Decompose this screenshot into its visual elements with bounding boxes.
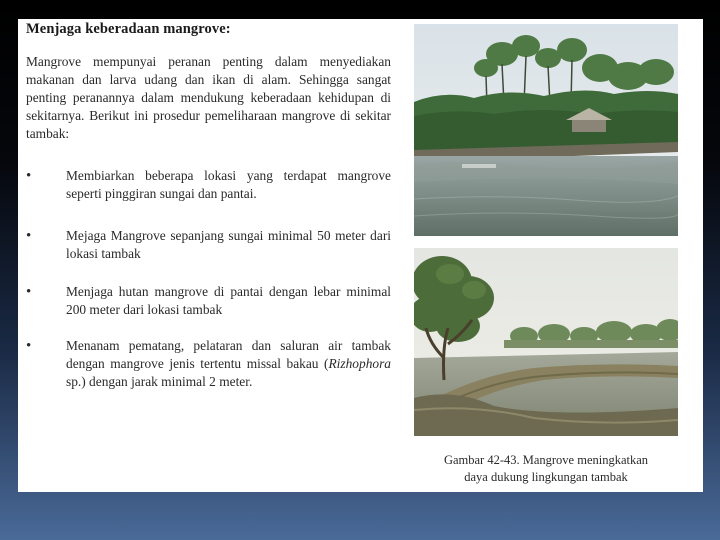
slide [18,19,703,492]
caption-line-1: Gambar 42-43. Mangrove meningkatkan [443,453,649,467]
intro-paragraph: Mangrove mempunyai peranan penting dalam menyediakan makanan dan larva udang dan ikan di alam. Sehingga sangat penting peranannya dalam mendukung keberadaan kehidupan di sekitarnya. Berikut ini prosedur pemeliharaan mangrove di sekitar tambak: [26,54,391,141]
caption-line-2: daya dukung lingkungan tambak [464,470,628,484]
bullet-dot-icon: • [26,228,32,244]
mangrove-embankment-photo [414,248,678,436]
mangrove-embankment-illustration [414,248,678,436]
bullet-dot-icon: • [26,284,32,300]
bullet-dot-icon: • [26,168,32,184]
bullet-dot-icon: • [26,338,32,354]
list-item-text-end: sp.) dengan jarak minimal 2 meter. [66,374,253,389]
figure-caption [414,452,678,486]
list-item-text-start: Menanam pematang, pelataran dan saluran air tambak dengan mangrove jenis tertentu missal bakau ( [66,338,391,371]
section-heading: Menjaga keberadaan mangrove: [26,21,231,37]
list-item-text: Membiarkan beberapa lokasi yang terdapat mangrove seperti pinggiran sungai dan pantai. [66,168,391,201]
list-item-text: Menjaga hutan mangrove di pantai dengan lebar minimal 200 meter dari lokasi tambak [66,284,391,317]
species-name: Rizhophora [328,356,391,371]
mangrove-pond-illustration [414,24,678,236]
list-item-text: Mejaga Mangrove sepanjang sungai minimal 50 meter dari lokasi tambak [66,228,391,261]
list-item-text [66,337,391,391]
mangrove-pond-photo [414,24,678,236]
